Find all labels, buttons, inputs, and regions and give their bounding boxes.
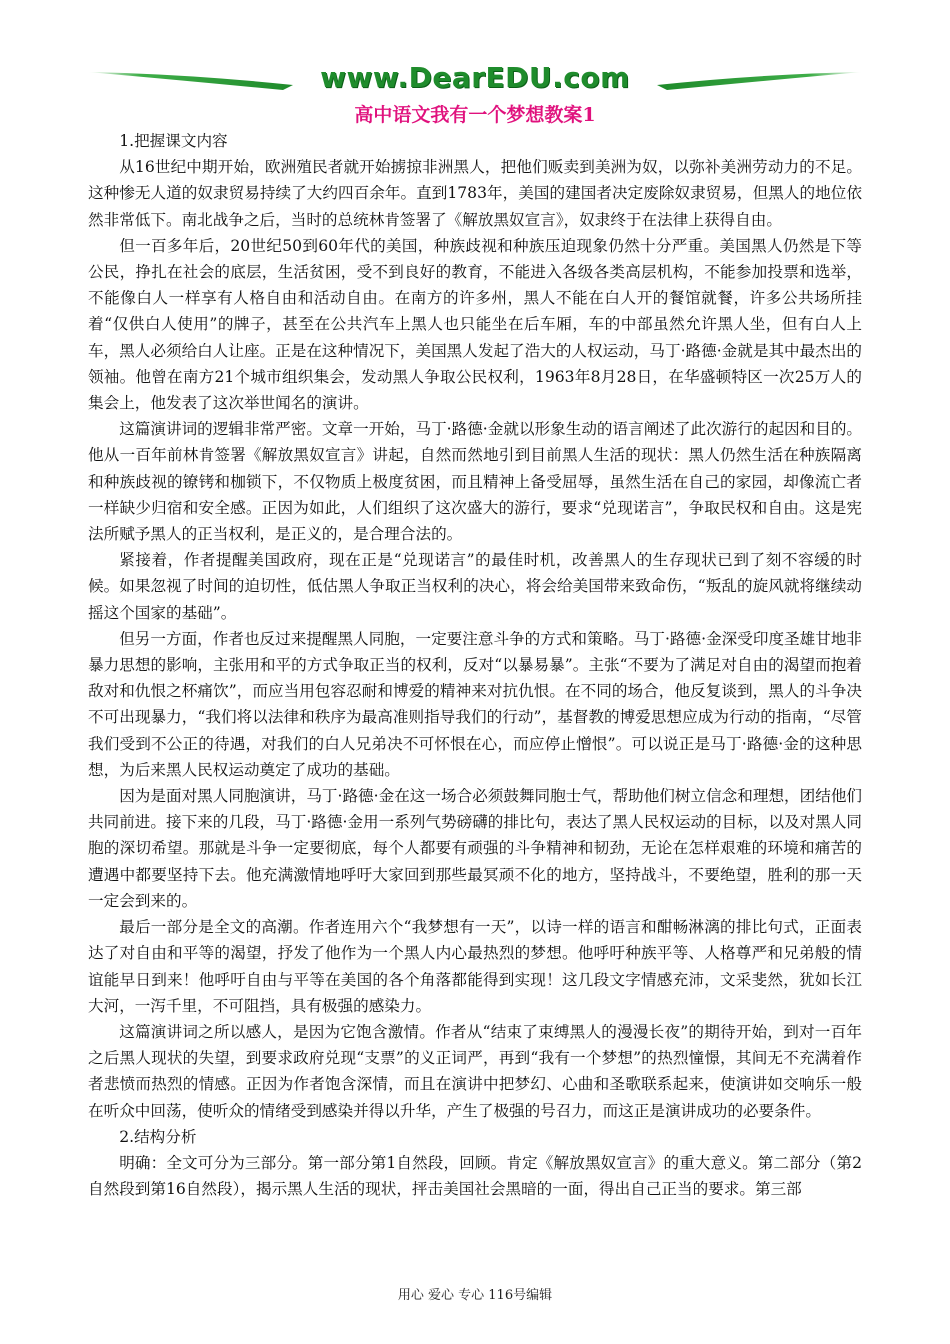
paragraph: 这篇演讲词的逻辑非常严密。文章一开始，马丁·路德·金就以形象生动的语言阐述了此次游行的起因和目的。他从一百年前林肯签署《解放黑奴宣言》讲起，自然而然地引到目前黑人生活的现状：黑人仍然生活在种族隔离和种族歧视的镣铐和枷锁下，不仅物质上极度贫困，而且精神上备受屈辱，虽然生活在自己的家园，却像流亡者一样缺少归宿和安全感。正因为如此，人们组织了这次盛大的游行，要求“兑现诺言”，争取民权和自由。这是宪法所赋予黑人的正当权利，是正义的，是合理合法的。	[88, 420, 863, 544]
paragraph: 从16世纪中期开始，欧洲殖民者就开始掳掠非洲黑人，把他们贩卖到美洲为奴，以弥补美洲劳动力的不足。这种惨无人道的奴隶贸易持续了大约四百余年。直到1783年，美国的建国者决定废除奴隶贸易，但黑人的地位依然非常低下。南北战争之后，当时的总统林肯签署了《解放黑奴宣言》，奴隶终于在法律上获得自由。	[88, 158, 862, 229]
document-body	[88, 128, 862, 1202]
site-banner	[88, 58, 862, 98]
section-heading: 2.结构分析	[119, 1127, 197, 1146]
page-footer: 用心 爱心 专心 116号编辑	[397, 1288, 553, 1303]
site-url: www.DearEDU.com	[320, 61, 630, 94]
paragraph: 这篇演讲词之所以感人，是因为它饱含激情。作者从“结束了束缚黑人的漫漫长夜”的期待开始，到对一百年之后黑人现状的失望，到要求政府兑现“支票”的义正词严，再到“我有一个梦想”的热烈憧憬，其间无不充满着作者悲愤而热烈的情感。正因为作者饱含深情，而且在演讲中把梦幻、心曲和圣歌联系起来，使演讲如交响乐一般在听众中回荡，使听众的情绪受到感染并得以升华，产生了极强的号召力，而这正是演讲成功的必要条件。	[88, 1022, 862, 1120]
paragraph: 最后一部分是全文的高潮。作者连用六个“我梦想有一天”，以诗一样的语言和酣畅淋漓的排比句式，正面表达了对自由和平等的渴望，抒发了他作为一个黑人内心最热烈的梦想。他呼吁种族平等、人格尊严和兄弟般的情谊能早日到来！他呼吁自由与平等在美国的各个角落都能得到实现！这几段文字情感充沛，文采斐然，犹如长江大河，一泻千里，不可阻挡，具有极强的感染力。	[88, 918, 862, 1015]
paragraph: 但一百多年后，20世纪50到60年代的美国，种族歧视和种族压迫现象仍然十分严重。美国黑人仍然是下等公民，挣扎在社会的底层，生活贫困，受不到良好的教育，不能进入各级各类高层机构，不能参加投票和选举，不能像白人一样享有人格自由和活动自由。在南方的许多州，黑人不能在白人开的餐馆就餐，许多公共场所挂着“仅供白人使用”的牌子，甚至在公共汽车上黑人也只能坐在后车厢，车的中部虽然允许黑人坐，但有白人上车，黑人必须给白人让座。正是在这种情况下，美国黑人发起了浩大的人权运动，马丁·路德·金就是其中最杰出的领袖。他曾在南方21个城市组织集会，发动黑人争取公民权利，1963年8月28日，在华盛顿特区一次25万人的集会上，他发表了这次举世闻名的演讲。	[88, 236, 863, 413]
paragraph: 紧接着，作者提醒美国政府，现在正是“兑现诺言”的最佳时机，改善黑人的生存现状已到了刻不容缓的时候。如果忽视了时间的迫切性，低估黑人争取正当权利的决心，将会给美国带来致命伤，“叛乱的旋风就将继续动摇这个国家的基础”。	[88, 551, 862, 622]
section-heading: 1.把握课文内容	[119, 132, 228, 150]
paragraph: 明确：全文可分为三部分。第一部分第1自然段，回顾。肯定《解放黑奴宣言》的重大意义。第二部分（第2自然段到第16自然段），揭示黑人生活的现状，抨击美国社会黑暗的一面，得出自己正当的要求。第三部	[88, 1153, 862, 1199]
paragraph: 因为是面对黑人同胞演讲，马丁·路德·金在这一场合必须鼓舞同胞士气，帮助他们树立信念和理想，团结他们共同前进。接下来的几段，马丁·路德·金用一系列气势磅礴的排比句，表达了黑人民权运动的目标，以及对黑人同胞的深切希望。那就是斗争一定要彻底，每个人都要有顽强的斗争精神和韧劲，无论在怎样艰难的环境和痛苦的遭遇中都要坚持下去。他充满激情地呼吁大家回到那些最冥顽不化的地方，坚持战斗，不要绝望，胜利的那一天一定会到来的。	[88, 787, 863, 910]
page-title: 高中语文我有一个梦想教案1	[354, 104, 596, 126]
paragraph: 但另一方面，作者也反过来提醒黑人同胞，一定要注意斗争的方式和策略。马丁·路德·金深受印度圣雄甘地非暴力思想的影响，主张用和平的方式争取正当的权利，反对“以暴易暴”。主张“不要为了满足对自由的渴望而抱着敌对和仇恨之杯痛饮”，而应当用包容忍耐和博爱的精神来对抗仇恨。在不同的场合，他反复谈到，黑人的斗争决不可出现暴力，“我们将以法律和秩序为最高准则指导我们的行动”，基督教的博爱思想应成为行动的指南，“尽管我们受到不公正的待遇，对我们的白人兄弟决不可怀恨在心，而应停止憎恨”。可以说正是马丁·路德·金的这种思想，为后来黑人民权运动奠定了成功的基础。	[88, 629, 863, 779]
